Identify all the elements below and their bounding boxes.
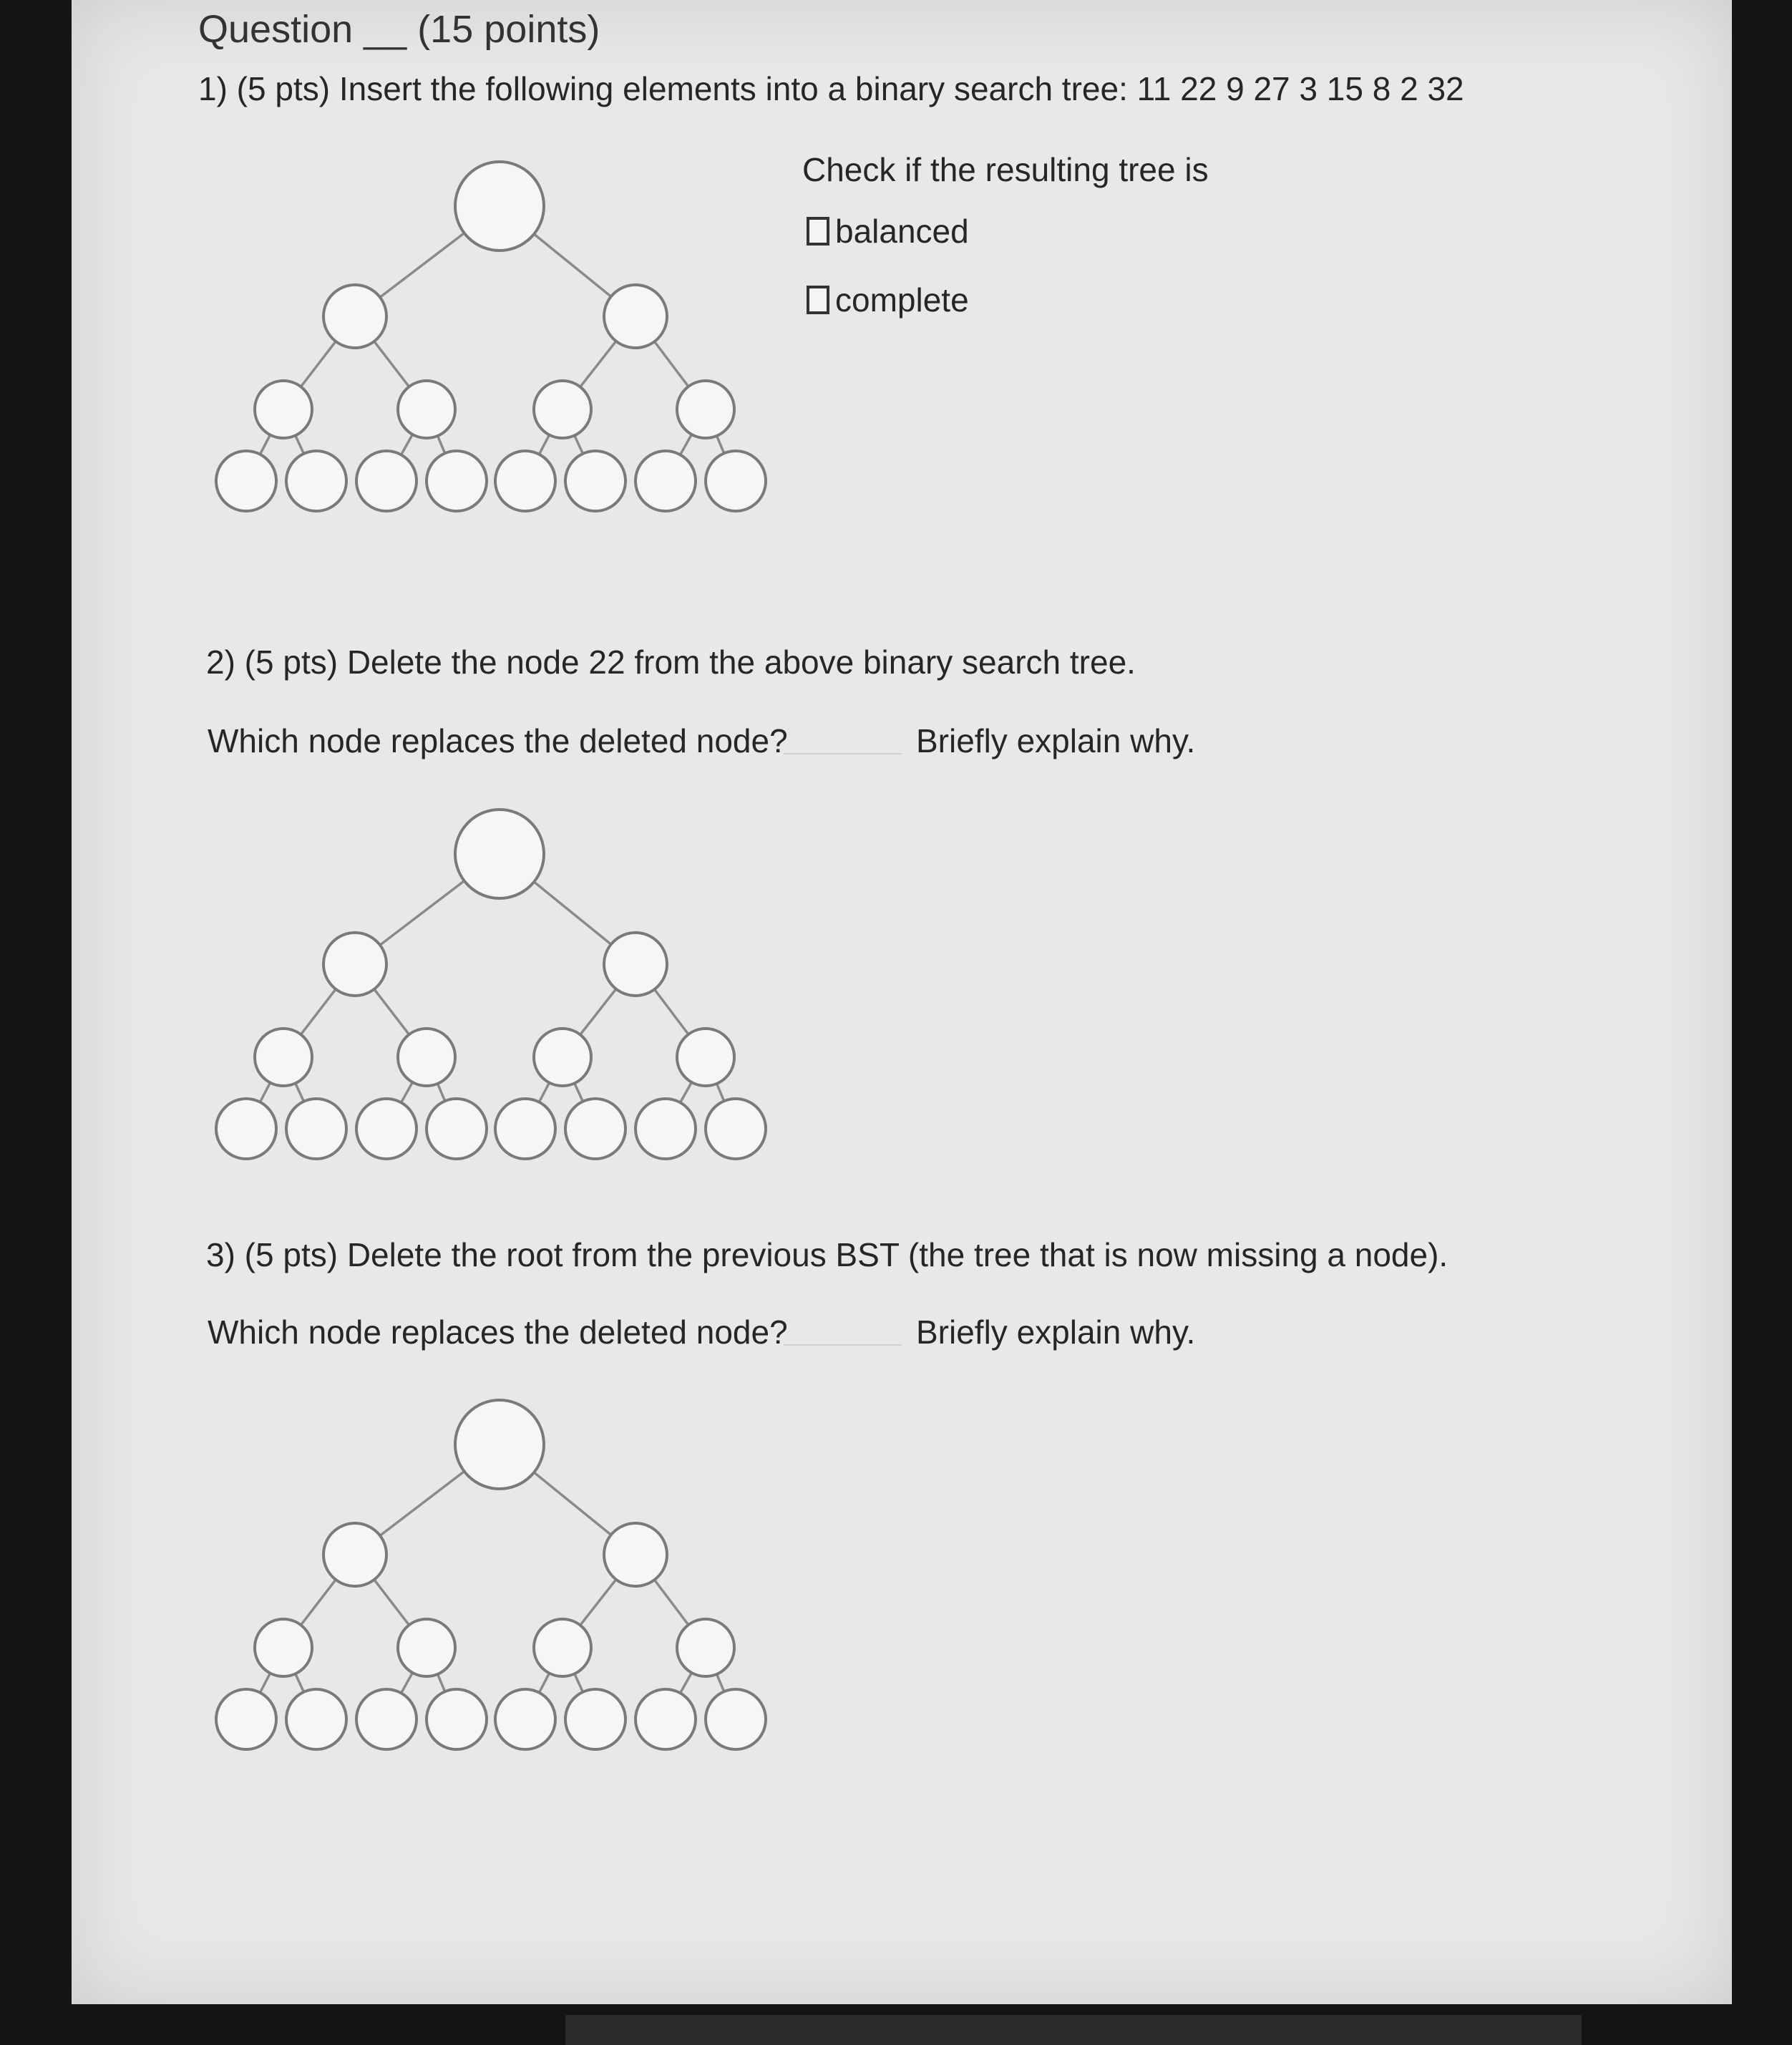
tree-node-circle[interactable] [398, 1029, 455, 1086]
empty-tree-diagram-3 [208, 1381, 780, 1754]
balanced-checkbox[interactable] [807, 217, 829, 246]
tree-node-circle[interactable] [286, 1099, 346, 1159]
question-2-answer-blank[interactable] [784, 753, 902, 754]
tree-node-circle[interactable] [455, 162, 544, 251]
tree-node-circle[interactable] [677, 381, 734, 438]
tree-node-circle[interactable] [706, 1689, 766, 1749]
tree-node-circle[interactable] [216, 1099, 276, 1159]
tree-node-circle[interactable] [255, 1619, 312, 1676]
monitor-bezel [565, 2015, 1582, 2045]
balanced-label: balanced [835, 213, 969, 250]
empty-tree-diagram-1 [208, 143, 780, 515]
tree-node-circle[interactable] [495, 1099, 555, 1159]
question-3-text: 3) (5 pts) Delete the root from the previous BST (the tree that is now missing a node). [206, 1236, 1448, 1273]
empty-tree-diagram-2 [208, 791, 780, 1163]
tree-node-circle[interactable] [677, 1029, 734, 1086]
tree-node-circle[interactable] [534, 1029, 591, 1086]
tree-node-circle[interactable] [427, 451, 487, 511]
tree-node-circle[interactable] [534, 1619, 591, 1676]
tree-node-circle[interactable] [604, 285, 667, 348]
question-3-answer-blank[interactable] [784, 1344, 902, 1346]
tree-node-circle[interactable] [255, 1029, 312, 1086]
tree-node-circle[interactable] [636, 451, 696, 511]
tree-node-circle[interactable] [286, 1689, 346, 1749]
tree-node-circle[interactable] [323, 1523, 386, 1586]
question-2-explain: Briefly explain why. [916, 722, 1196, 759]
complete-label: complete [835, 281, 969, 319]
tree-node-circle[interactable] [565, 1689, 625, 1749]
tree-node-circle[interactable] [427, 1689, 487, 1749]
question-2-text: 2) (5 pts) Delete the node 22 from the above binary search tree. [206, 643, 1136, 681]
tree-node-circle[interactable] [534, 381, 591, 438]
tree-node-circle[interactable] [455, 1400, 544, 1489]
tree-node-circle[interactable] [495, 451, 555, 511]
tree-node-circle[interactable] [216, 451, 276, 511]
tree-node-circle[interactable] [356, 1689, 417, 1749]
question-1-text: 1) (5 pts) Insert the following elements into a binary search tree: 11 22 9 27 3 15 8 2 32 [198, 70, 1464, 107]
question-3-which: Which node replaces the deleted node? [208, 1313, 788, 1351]
tree-node-circle[interactable] [427, 1099, 487, 1159]
tree-node-circle[interactable] [495, 1689, 555, 1749]
question-3-explain: Briefly explain why. [916, 1313, 1196, 1351]
tree-node-circle[interactable] [565, 1099, 625, 1159]
tree-node-circle[interactable] [398, 381, 455, 438]
tree-node-circle[interactable] [255, 381, 312, 438]
tree-node-circle[interactable] [604, 1523, 667, 1586]
question-2-which: Which node replaces the deleted node? [208, 722, 788, 759]
tree-node-circle[interactable] [706, 451, 766, 511]
tree-node-circle[interactable] [455, 810, 544, 898]
tree-node-circle[interactable] [604, 933, 667, 996]
tree-node-circle[interactable] [636, 1099, 696, 1159]
tree-node-circle[interactable] [286, 451, 346, 511]
complete-option[interactable] [807, 281, 969, 319]
tree-node-circle[interactable] [356, 1099, 417, 1159]
tree-node-circle[interactable] [216, 1689, 276, 1749]
question-title: Question __ (15 points) [198, 8, 600, 51]
tree-node-circle[interactable] [398, 1619, 455, 1676]
tree-node-circle[interactable] [356, 451, 417, 511]
check-title: Check if the resulting tree is [802, 151, 1209, 188]
tree-node-circle[interactable] [677, 1619, 734, 1676]
tree-node-circle[interactable] [706, 1099, 766, 1159]
complete-checkbox[interactable] [807, 286, 829, 314]
tree-node-circle[interactable] [565, 451, 625, 511]
balanced-option[interactable] [807, 215, 969, 248]
tree-node-circle[interactable] [323, 933, 386, 996]
tree-node-circle[interactable] [636, 1689, 696, 1749]
tree-node-circle[interactable] [323, 285, 386, 348]
